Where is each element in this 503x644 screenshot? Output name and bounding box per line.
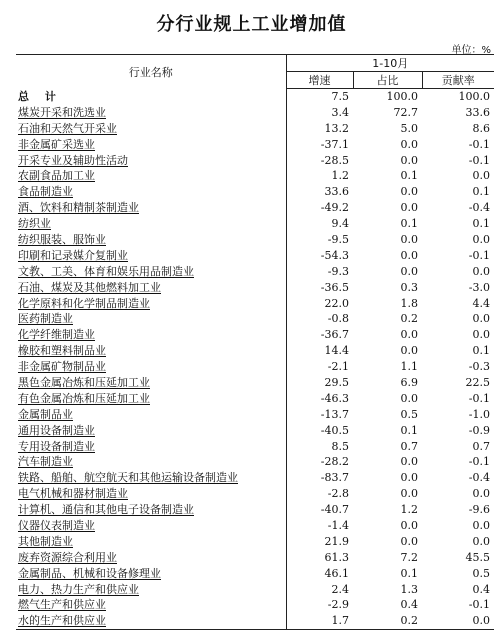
table-row bbox=[16, 407, 494, 423]
table-row bbox=[16, 327, 494, 343]
table-row bbox=[16, 439, 494, 455]
growth-cell: -28.2 bbox=[286, 454, 353, 470]
industry-name-cell: 金属制品、机械和设备修理业 bbox=[18, 566, 161, 580]
industry-name-cell: 有色金属冶炼和压延加工业 bbox=[18, 391, 150, 405]
share-cell: 0.0 bbox=[400, 471, 418, 485]
industry-name-cell: 通用设备制造业 bbox=[18, 423, 95, 437]
growth-cell: 9.4 bbox=[286, 216, 353, 232]
contribution-cell: -0.1 bbox=[468, 455, 490, 469]
table-row bbox=[16, 248, 494, 264]
share-cell: 0.0 bbox=[400, 455, 418, 469]
share-cell: 0.0 bbox=[400, 248, 418, 262]
share-cell: 6.9 bbox=[400, 375, 418, 389]
share-cell: 5.0 bbox=[400, 121, 418, 135]
industry-name-cell: 非金属矿物制品业 bbox=[18, 360, 106, 374]
share-cell: 0.0 bbox=[400, 391, 418, 405]
contribution-cell: 0.7 bbox=[472, 439, 490, 453]
industry-name-cell: 计算机、通信和其他电子设备制造业 bbox=[18, 503, 194, 517]
table-row bbox=[16, 121, 494, 137]
header-row-1 bbox=[16, 55, 494, 72]
industry-name-cell: 煤炭开采和洗选业 bbox=[18, 105, 106, 119]
industry-name-cell: 汽车制造业 bbox=[18, 455, 73, 469]
contribution-cell: 22.5 bbox=[465, 375, 490, 389]
share-cell: 0.2 bbox=[353, 613, 422, 629]
unit-label: 单位：% bbox=[451, 45, 491, 56]
growth-cell: -2.8 bbox=[286, 486, 353, 502]
table-header bbox=[16, 55, 494, 89]
table-row bbox=[16, 184, 494, 200]
contribution-cell: 0.1 bbox=[472, 185, 490, 199]
contribution-cell: 0.0 bbox=[422, 613, 494, 629]
growth-cell: -2.9 bbox=[286, 598, 353, 614]
industry-name-cell: 化学纤维制造业 bbox=[18, 328, 95, 342]
growth-cell: -9.3 bbox=[286, 264, 353, 280]
contribution-cell: 0.1 bbox=[472, 217, 490, 231]
share-cell: 0.1 bbox=[400, 566, 418, 580]
industry-name-cell: 专用设备制造业 bbox=[18, 439, 95, 453]
share-cell: 0.4 bbox=[400, 598, 418, 612]
table-body bbox=[16, 89, 494, 630]
table-row bbox=[16, 502, 494, 518]
contribution-cell: 0.0 bbox=[472, 169, 490, 183]
share-cell: 100.0 bbox=[386, 89, 418, 103]
contribution-cell: 45.5 bbox=[465, 550, 490, 564]
industry-name-cell: 化学原料和化学制品制造业 bbox=[18, 296, 150, 310]
table-row bbox=[16, 264, 494, 280]
contribution-cell: -0.4 bbox=[468, 471, 490, 485]
contribution-cell: 0.0 bbox=[472, 328, 490, 342]
industry-name-cell: 文教、工美、体育和娱乐用品制造业 bbox=[18, 264, 194, 278]
share-cell: 0.0 bbox=[400, 518, 418, 532]
share-cell: 0.0 bbox=[400, 487, 418, 501]
industry-name-cell: 燃气生产和供应业 bbox=[18, 598, 106, 612]
growth-cell: 22.0 bbox=[286, 296, 353, 312]
industry-name-cell: 废弃资源综合利用业 bbox=[18, 550, 117, 564]
industry-name-cell: 印刷和记录媒介复制业 bbox=[18, 248, 128, 262]
industry-name-cell: 总 计 bbox=[18, 89, 62, 103]
header-industry-name: 行业名称 bbox=[16, 55, 286, 89]
share-cell: 1.2 bbox=[400, 503, 418, 517]
table-row bbox=[16, 613, 494, 629]
table-row bbox=[16, 486, 494, 502]
industry-name-cell: 医药制造业 bbox=[18, 312, 73, 326]
industry-name-cell: 其他制造业 bbox=[18, 534, 73, 548]
share-cell: 0.1 bbox=[400, 169, 418, 183]
industry-name-cell: 酒、饮料和精制茶制造业 bbox=[18, 201, 139, 215]
header-share: 占比 bbox=[353, 72, 422, 89]
industry-name-cell: 橡胶和塑料制品业 bbox=[18, 344, 106, 358]
growth-cell: 29.5 bbox=[286, 375, 353, 391]
share-cell: 0.0 bbox=[400, 328, 418, 342]
growth-cell: 2.4 bbox=[286, 582, 353, 598]
share-cell: 0.1 bbox=[400, 423, 418, 437]
contribution-cell: -1.0 bbox=[468, 407, 490, 421]
industry-name-cell: 黑色金属冶炼和压延加工业 bbox=[18, 375, 150, 389]
industry-name-cell: 电力、热力生产和供应业 bbox=[18, 582, 139, 596]
industry-name-cell: 石油、煤炭及其他燃料加工业 bbox=[18, 280, 161, 294]
share-cell: 0.0 bbox=[400, 534, 418, 548]
table-row bbox=[16, 582, 494, 598]
table-row bbox=[16, 566, 494, 582]
growth-cell: 33.6 bbox=[286, 184, 353, 200]
share-cell: 1.3 bbox=[400, 582, 418, 596]
table-row bbox=[16, 280, 494, 296]
contribution-cell: 0.0 bbox=[472, 518, 490, 532]
growth-cell: -83.7 bbox=[286, 470, 353, 486]
growth-cell: -9.5 bbox=[286, 232, 353, 248]
industry-name-cell: 农副食品加工业 bbox=[18, 169, 95, 183]
contribution-cell: 100.0 bbox=[458, 89, 490, 103]
table-row bbox=[16, 153, 494, 169]
share-cell: 0.0 bbox=[400, 232, 418, 246]
industry-name-cell: 仪器仪表制造业 bbox=[18, 518, 95, 532]
industry-name-cell: 纺织服装、服饰业 bbox=[18, 232, 106, 246]
table-row bbox=[16, 343, 494, 359]
industry-name-cell: 电气机械和器材制造业 bbox=[18, 487, 128, 501]
contribution-cell: -0.1 bbox=[468, 248, 490, 262]
share-cell: 0.0 bbox=[400, 185, 418, 199]
table-row bbox=[16, 375, 494, 391]
growth-cell: 61.3 bbox=[286, 550, 353, 566]
table-row bbox=[16, 216, 494, 232]
share-cell: 7.2 bbox=[400, 550, 418, 564]
share-cell: 72.7 bbox=[393, 105, 418, 119]
table-row bbox=[16, 470, 494, 486]
share-cell: 0.0 bbox=[400, 137, 418, 151]
contribution-cell: -3.0 bbox=[468, 280, 490, 294]
contribution-cell: -0.3 bbox=[468, 360, 490, 374]
contribution-cell: 0.0 bbox=[472, 312, 490, 326]
table-row bbox=[16, 359, 494, 375]
share-cell: 0.0 bbox=[400, 201, 418, 215]
contribution-cell: 0.0 bbox=[472, 487, 490, 501]
contribution-cell: 4.4 bbox=[472, 296, 490, 310]
header-contribution: 贡献率 bbox=[422, 72, 494, 89]
table-row bbox=[16, 454, 494, 470]
table-row bbox=[16, 550, 494, 566]
total-row bbox=[16, 89, 494, 105]
growth-cell: -37.1 bbox=[286, 137, 353, 153]
growth-cell: -1.4 bbox=[286, 518, 353, 534]
contribution-cell: 8.6 bbox=[472, 121, 490, 135]
growth-cell: 14.4 bbox=[286, 343, 353, 359]
share-cell: 0.0 bbox=[400, 264, 418, 278]
share-cell: 0.1 bbox=[400, 217, 418, 231]
growth-cell: 46.1 bbox=[286, 566, 353, 582]
growth-cell: -36.5 bbox=[286, 280, 353, 296]
growth-cell: 1.7 bbox=[286, 613, 353, 629]
table-row bbox=[16, 598, 494, 614]
share-cell: 1.8 bbox=[400, 296, 418, 310]
growth-cell: -36.7 bbox=[286, 327, 353, 343]
contribution-cell: 0.5 bbox=[472, 566, 490, 580]
share-cell: 1.1 bbox=[400, 360, 418, 374]
contribution-cell: -0.4 bbox=[468, 201, 490, 215]
industry-name-cell: 石油和天然气开采业 bbox=[18, 121, 117, 135]
contribution-cell: -0.9 bbox=[468, 423, 490, 437]
contribution-cell: 0.0 bbox=[472, 232, 490, 246]
growth-cell: 1.2 bbox=[286, 168, 353, 184]
growth-cell: -46.3 bbox=[286, 391, 353, 407]
industry-name-cell: 食品制造业 bbox=[18, 185, 73, 199]
growth-cell: -40.7 bbox=[286, 502, 353, 518]
contribution-cell: 0.0 bbox=[472, 534, 490, 548]
share-cell: 0.0 bbox=[400, 344, 418, 358]
growth-cell: 3.4 bbox=[286, 105, 353, 121]
table-row bbox=[16, 534, 494, 550]
industry-name-cell: 铁路、船舶、航空航天和其他运输设备制造业 bbox=[18, 471, 238, 485]
table-row bbox=[16, 168, 494, 184]
industry-name-cell: 水的生产和供应业 bbox=[16, 613, 286, 629]
contribution-cell: -9.6 bbox=[468, 503, 490, 517]
growth-cell: 13.2 bbox=[286, 121, 353, 137]
table-row bbox=[16, 423, 494, 439]
share-cell: 0.2 bbox=[400, 312, 418, 326]
industry-name-cell: 非金属矿采选业 bbox=[18, 137, 95, 151]
industry-name-cell: 纺织业 bbox=[18, 217, 51, 231]
growth-cell: -13.7 bbox=[286, 407, 353, 423]
table-row bbox=[16, 311, 494, 327]
growth-cell: -0.8 bbox=[286, 311, 353, 327]
header-period: 1-10月 bbox=[286, 55, 494, 72]
contribution-cell: -0.1 bbox=[468, 391, 490, 405]
share-cell: 0.7 bbox=[400, 439, 418, 453]
table-row bbox=[16, 105, 494, 121]
growth-cell: -28.5 bbox=[286, 153, 353, 169]
table-row bbox=[16, 296, 494, 312]
contribution-cell: 0.4 bbox=[472, 582, 490, 596]
industry-name-cell: 金属制品业 bbox=[18, 407, 73, 421]
industry-name-cell: 开采专业及辅助性活动 bbox=[18, 153, 128, 167]
growth-cell: 8.5 bbox=[286, 439, 353, 455]
industry-value-added-table bbox=[16, 54, 494, 630]
contribution-cell: 33.6 bbox=[465, 105, 490, 119]
table-row bbox=[16, 391, 494, 407]
contribution-cell: -0.1 bbox=[468, 598, 490, 612]
contribution-cell: 0.0 bbox=[472, 264, 490, 278]
table-row bbox=[16, 518, 494, 534]
growth-cell: -54.3 bbox=[286, 248, 353, 264]
table-row bbox=[16, 200, 494, 216]
table-row bbox=[16, 232, 494, 248]
share-cell: 0.0 bbox=[400, 153, 418, 167]
growth-cell: -49.2 bbox=[286, 200, 353, 216]
contribution-cell: 0.1 bbox=[472, 344, 490, 358]
growth-cell: 7.5 bbox=[286, 89, 353, 105]
contribution-cell: -0.1 bbox=[468, 153, 490, 167]
contribution-cell: -0.1 bbox=[468, 137, 490, 151]
header-growth: 增速 bbox=[286, 72, 353, 89]
growth-cell: -40.5 bbox=[286, 423, 353, 439]
growth-cell: -2.1 bbox=[286, 359, 353, 375]
share-cell: 0.3 bbox=[400, 280, 418, 294]
page-title: 分行业规上工业增加值 bbox=[156, 14, 347, 35]
growth-cell: 21.9 bbox=[286, 534, 353, 550]
table-row bbox=[16, 137, 494, 153]
share-cell: 0.5 bbox=[400, 407, 418, 421]
